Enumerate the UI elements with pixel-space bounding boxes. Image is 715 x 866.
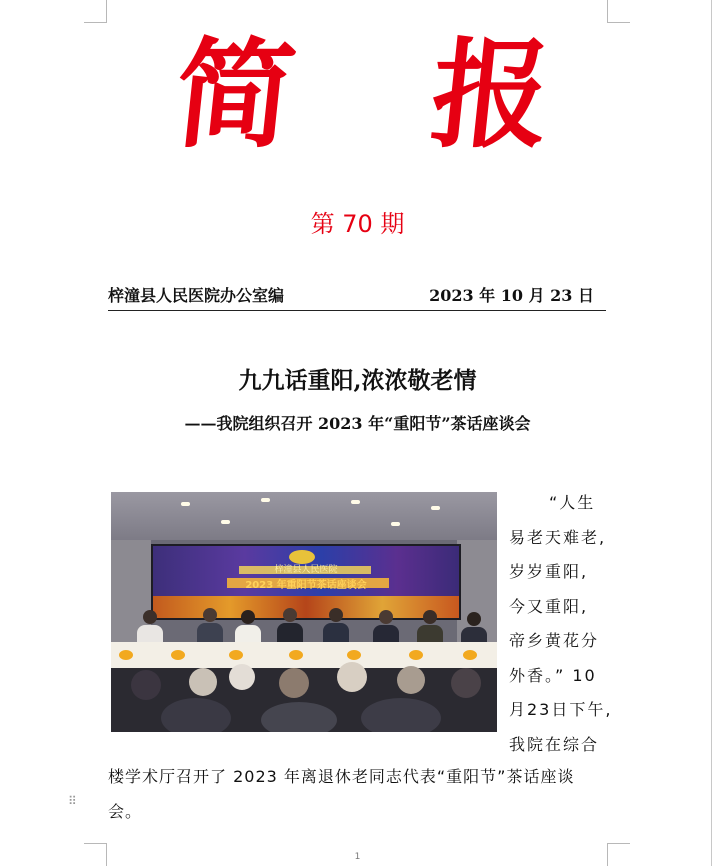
text-line: 帝乡黄花分: [509, 631, 600, 650]
text-line: “人生: [549, 493, 596, 512]
publisher: 梓潼县人民医院办公室编: [108, 286, 285, 305]
text-line: 会。: [108, 801, 143, 821]
article-subheadline: ——我院组织召开 2023 年“重阳节”茶话座谈会: [184, 414, 531, 433]
photo-screen-text-1: 梓潼县人民医院: [274, 565, 338, 575]
event-photo[interactable]: [111, 492, 497, 732]
masthead-char-1: 简: [168, 25, 302, 164]
crop-mark-top-right: [607, 0, 630, 23]
article-headline: 九九话重阳,浓浓敬老情: [238, 367, 477, 394]
photo-screen-text-2: 2023 年重阳节茶话座谈会: [245, 580, 367, 591]
publish-date: 2023 年 10 月 23 日: [429, 286, 594, 305]
masthead-char-2: 报: [424, 25, 558, 164]
text-line: 月23日下午,: [509, 700, 613, 719]
photo-person: [277, 608, 303, 645]
text-line: 易老天难老,: [509, 527, 607, 547]
text-line: 外香。” 10: [509, 665, 597, 685]
text-line: 今又重阳,: [509, 596, 589, 616]
photo-ceiling: [111, 492, 497, 540]
text-line: 我院在综合: [509, 734, 600, 754]
issue-number: 第 70 期: [310, 210, 405, 238]
photo-person: [197, 608, 223, 645]
page-number: 1: [354, 852, 361, 862]
article-paragraph-full: [108, 760, 608, 829]
photo-conference-table: [111, 642, 497, 671]
meta-row: [108, 283, 606, 311]
crop-mark-top-left: [84, 0, 107, 23]
photo-audience: [111, 668, 497, 732]
header-rule: [108, 310, 606, 311]
photo-person: [323, 608, 349, 645]
article-paragraph-side: [509, 486, 613, 762]
drag-handle-icon[interactable]: ⠿: [68, 794, 77, 808]
text-line: 楼学术厅召开了 2023 年离退休老同志代表“重阳节”茶话座谈: [108, 767, 575, 786]
text-line: 岁岁重阳,: [509, 562, 589, 581]
